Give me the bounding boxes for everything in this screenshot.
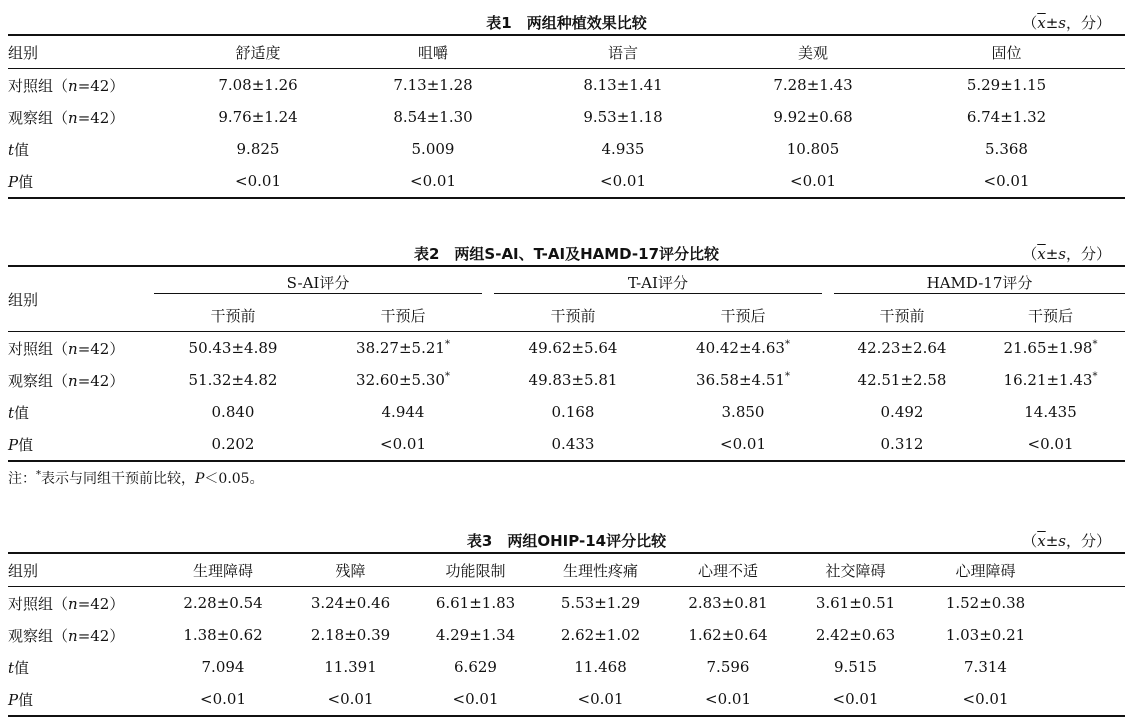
table-cell: 5.009 bbox=[411, 140, 455, 158]
table-cell: <0.01 bbox=[577, 690, 624, 708]
table-cell: 0.202 bbox=[211, 435, 255, 453]
table-cell: <0.01 bbox=[962, 690, 1009, 708]
table-cell: <0.01 bbox=[983, 172, 1030, 190]
table-2-group-header: S-AI评分 bbox=[148, 266, 488, 299]
table-cell: 6.61±1.83 bbox=[435, 594, 516, 612]
table-3-grid bbox=[8, 552, 1125, 717]
table-cell: <0.01 bbox=[832, 690, 879, 708]
table-cell: 4.935 bbox=[601, 140, 645, 158]
table-3-title: 表3 两组OHIP-14评分比较 bbox=[466, 532, 667, 550]
table-2-subheader: 干预后 bbox=[318, 299, 488, 332]
table-1-header: 固位 bbox=[888, 35, 1125, 69]
row-label: 对照组（n=42） bbox=[8, 76, 125, 95]
table-cell: 51.32±4.82 bbox=[188, 371, 278, 389]
table-cell: 0.168 bbox=[551, 403, 595, 421]
table-2-body bbox=[8, 332, 1125, 462]
table-cell: 3.24±0.46 bbox=[310, 594, 391, 612]
row-label: 观察组（n=42） bbox=[8, 371, 125, 390]
table-cell: 0.492 bbox=[880, 403, 924, 421]
table-cell: 49.62±5.64 bbox=[528, 339, 618, 357]
table-cell: 5.368 bbox=[985, 140, 1028, 158]
table-3-header: 功能限制 bbox=[413, 553, 538, 587]
table-cell: 9.53±1.18 bbox=[583, 108, 663, 126]
table-3 bbox=[8, 528, 1125, 717]
table-cell: 2.28±0.54 bbox=[183, 594, 263, 612]
table-cell: 36.58±4.51* bbox=[696, 371, 790, 389]
table-3-header: 残障 bbox=[288, 553, 413, 587]
table-cell: 9.92±0.68 bbox=[773, 108, 853, 126]
table-2-group-header: T-AI评分 bbox=[488, 266, 828, 299]
table-2-group-header: HAMD-17评分 bbox=[828, 266, 1125, 299]
table-cell: 4.29±1.34 bbox=[435, 626, 516, 644]
table-2-group-label: 组别 bbox=[8, 266, 148, 332]
table-2-unit: （$\overline{x}\pm s$，分） bbox=[1022, 245, 1111, 263]
table-row bbox=[8, 332, 1125, 365]
table-cell: 3.61±0.51 bbox=[815, 594, 896, 612]
significance-marker: * bbox=[784, 339, 790, 350]
table-2-subheader: 干预后 bbox=[976, 299, 1125, 332]
row-label: 观察组（n=42） bbox=[8, 626, 125, 645]
table-row bbox=[8, 587, 1125, 620]
row-label: P值 bbox=[8, 172, 34, 191]
table-row bbox=[8, 165, 1125, 198]
table-1-header: 组别 bbox=[8, 35, 158, 69]
row-label: 对照组（n=42） bbox=[8, 339, 125, 358]
table-cell: <0.01 bbox=[790, 172, 836, 190]
table-1-header: 咀嚼 bbox=[358, 35, 508, 69]
table-1 bbox=[8, 10, 1125, 199]
table-cell: 4.944 bbox=[381, 403, 425, 421]
significance-marker: * bbox=[1092, 371, 1098, 382]
table-3-header: 心理不适 bbox=[663, 553, 793, 587]
table-2-subheader: 干预前 bbox=[488, 299, 658, 332]
table-cell: 5.29±1.15 bbox=[966, 76, 1047, 94]
table-3-header: 生理障碍 bbox=[158, 553, 288, 587]
table-cell: 6.74±1.32 bbox=[966, 108, 1047, 126]
table-3-header: 组别 bbox=[8, 553, 158, 587]
table-2-note: 注：*表示与同组干预前比较，P＜0.05。 bbox=[8, 469, 264, 487]
table-cell: 1.03±0.21 bbox=[945, 626, 1026, 644]
table-3-header: 生理性疼痛 bbox=[538, 553, 663, 587]
table-cell: <0.01 bbox=[200, 690, 246, 708]
table-cell: <0.01 bbox=[705, 690, 751, 708]
table-cell: 8.13±1.41 bbox=[583, 76, 663, 94]
table-3-header: 社交障碍 bbox=[793, 553, 918, 587]
table-cell: 50.43±4.89 bbox=[188, 339, 278, 357]
table-cell: 7.13±1.28 bbox=[393, 76, 473, 94]
table-row bbox=[8, 683, 1125, 716]
table-cell: <0.01 bbox=[235, 172, 281, 190]
table-1-grid bbox=[8, 34, 1125, 199]
table-row bbox=[8, 101, 1125, 133]
table-cell: 9.515 bbox=[834, 658, 877, 676]
table-3-body bbox=[8, 587, 1125, 717]
table-cell: 9.825 bbox=[236, 140, 280, 158]
table-cell: 2.18±0.39 bbox=[310, 626, 391, 644]
table-cell: 5.53±1.29 bbox=[560, 594, 641, 612]
row-label: t值 bbox=[8, 658, 30, 677]
table-cell: 0.312 bbox=[880, 435, 924, 453]
significance-marker: * bbox=[784, 371, 790, 382]
table-cell: 3.850 bbox=[721, 403, 765, 421]
table-2-group-row bbox=[8, 266, 1125, 299]
table-cell: <0.01 bbox=[380, 435, 426, 453]
significance-marker: * bbox=[444, 339, 450, 350]
row-label: 观察组（n=42） bbox=[8, 108, 125, 127]
table-cell: 14.435 bbox=[1024, 403, 1077, 421]
table-2-grid bbox=[8, 265, 1125, 462]
table-1-header: 美观 bbox=[738, 35, 888, 69]
row-label: t值 bbox=[8, 403, 30, 422]
table-1-header: 舒适度 bbox=[158, 35, 358, 69]
table-1-header-row bbox=[8, 35, 1125, 69]
table-cell: 32.60±5.30* bbox=[356, 371, 450, 389]
table-cell: 7.08±1.26 bbox=[218, 76, 298, 94]
table-3-unit: （$\overline{x}\pm s$，分） bbox=[1022, 532, 1111, 550]
table-cell: <0.01 bbox=[600, 172, 646, 190]
table-cell: 10.805 bbox=[786, 140, 840, 158]
row-label: t值 bbox=[8, 140, 30, 159]
table-cell: 8.54±1.30 bbox=[393, 108, 473, 126]
table-cell: 38.27±5.21* bbox=[356, 339, 450, 357]
table-cell: <0.01 bbox=[410, 172, 456, 190]
table-2-subheader-row bbox=[8, 299, 1125, 332]
table-cell: 0.840 bbox=[211, 403, 255, 421]
table-cell: 49.83±5.81 bbox=[528, 371, 618, 389]
table-cell: 11.468 bbox=[574, 658, 627, 676]
table-cell: 1.52±0.38 bbox=[945, 594, 1026, 612]
table-cell: 9.76±1.24 bbox=[218, 108, 298, 126]
table-cell: <0.01 bbox=[720, 435, 766, 453]
table-2-caption bbox=[8, 241, 1125, 265]
row-label: P值 bbox=[8, 435, 34, 454]
row-label: 对照组（n=42） bbox=[8, 594, 125, 613]
table-cell: 11.391 bbox=[324, 658, 377, 676]
table-row bbox=[8, 651, 1125, 683]
table-cell: 40.42±4.63* bbox=[696, 339, 790, 357]
table-1-unit: （$\overline{x}\pm s$，分） bbox=[1022, 14, 1111, 32]
table-cell: 42.23±2.64 bbox=[857, 339, 947, 357]
table-1-header: 语言 bbox=[508, 35, 738, 69]
table-2-subheader: 干预前 bbox=[828, 299, 976, 332]
table-cell: 2.83±0.81 bbox=[688, 594, 768, 612]
table-cell: 21.65±1.98* bbox=[1003, 339, 1098, 357]
table-cell: 42.51±2.58 bbox=[857, 371, 947, 389]
table-cell: 6.629 bbox=[454, 658, 497, 676]
table-cell: 16.21±1.43* bbox=[1003, 371, 1098, 389]
table-cell: 7.314 bbox=[964, 658, 1007, 676]
table-row bbox=[8, 396, 1125, 428]
table-3-caption bbox=[8, 528, 1125, 552]
table-cell: <0.01 bbox=[327, 690, 374, 708]
table-cell: 1.38±0.62 bbox=[183, 626, 263, 644]
table-cell: 2.62±1.02 bbox=[560, 626, 641, 644]
table-cell: 1.62±0.64 bbox=[688, 626, 768, 644]
row-label: P值 bbox=[8, 690, 34, 709]
table-row bbox=[8, 428, 1125, 461]
table-1-title: 表1 两组种植效果比较 bbox=[486, 14, 647, 32]
table-3-header-row bbox=[8, 553, 1125, 587]
table-cell: 7.28±1.43 bbox=[773, 76, 853, 94]
table-2-title: 表2 两组S-AI、T-AI及HAMD-17评分比较 bbox=[413, 245, 720, 263]
table-row bbox=[8, 364, 1125, 396]
table-2-subheader: 干预后 bbox=[658, 299, 828, 332]
table-row bbox=[8, 133, 1125, 165]
table-cell: 7.094 bbox=[201, 658, 245, 676]
table-2-subheader: 干预前 bbox=[148, 299, 318, 332]
table-row bbox=[8, 619, 1125, 651]
significance-marker: * bbox=[1092, 339, 1098, 350]
table-3-header: 心理障碍 bbox=[918, 553, 1053, 587]
table-cell: 7.596 bbox=[706, 658, 750, 676]
table-row bbox=[8, 69, 1125, 102]
table-2 bbox=[8, 241, 1125, 462]
significance-marker: * bbox=[444, 371, 450, 382]
table-cell: 0.433 bbox=[551, 435, 595, 453]
table-1-body bbox=[8, 69, 1125, 199]
table-cell: <0.01 bbox=[1027, 435, 1074, 453]
table-cell: 2.42±0.63 bbox=[815, 626, 896, 644]
table-1-caption bbox=[8, 10, 1125, 34]
table-cell: <0.01 bbox=[452, 690, 499, 708]
